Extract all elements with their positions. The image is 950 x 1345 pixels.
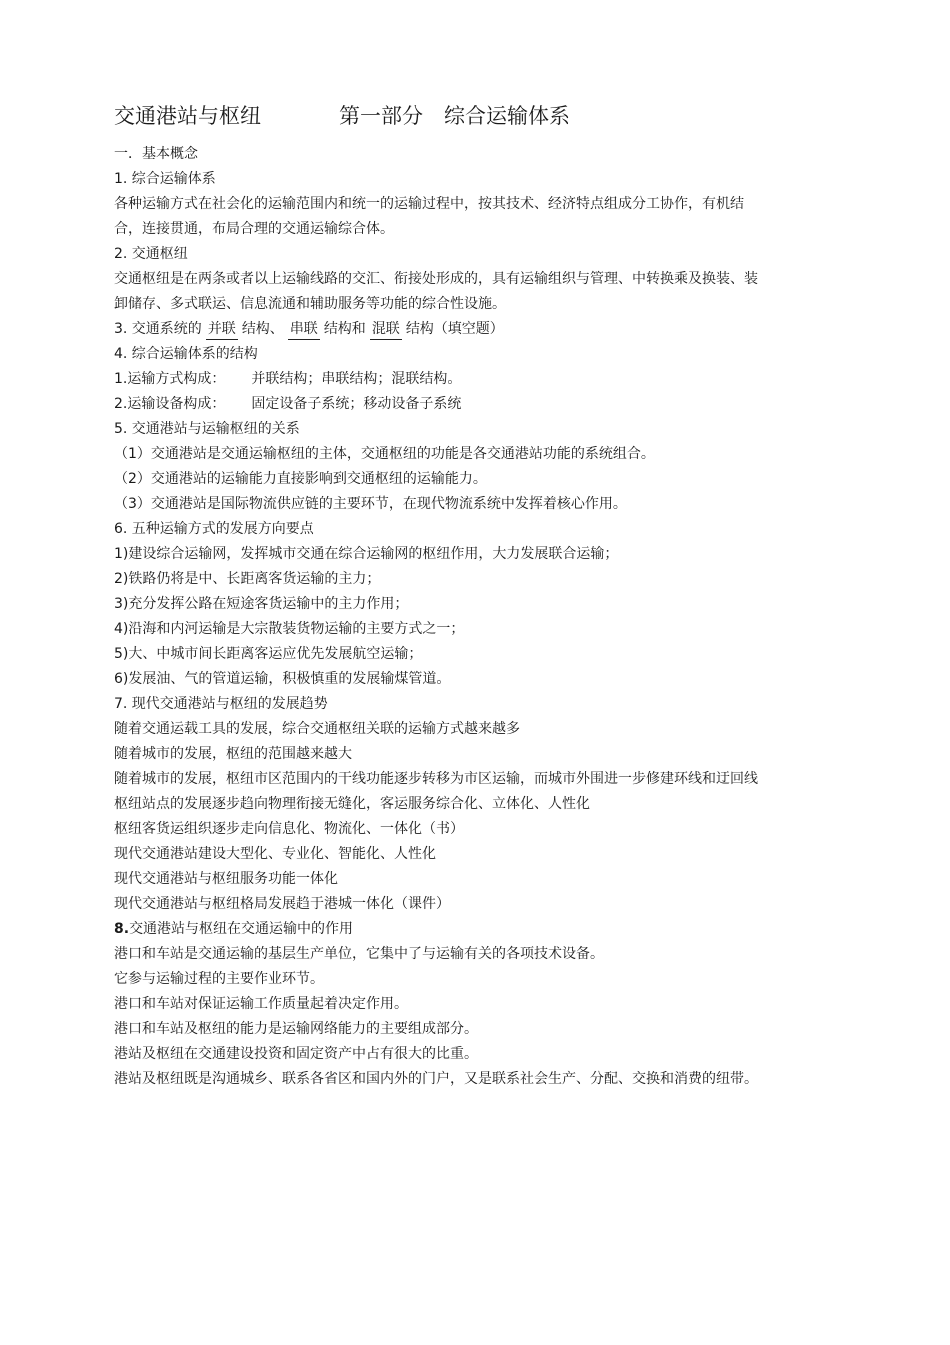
structure-row-1-value: 并联结构；串联结构；混联结构。 (251, 371, 462, 387)
list-item: 枢纽客货运组织逐步走向信息化、物流化、一体化（书） (114, 821, 464, 837)
course-title: 交通港站与枢纽 (114, 104, 261, 128)
list-item: 随着城市的发展，枢纽的范围越来越大 (114, 746, 352, 762)
part-title: 第一部分 综合运输体系 (339, 104, 570, 128)
heading-3-text-2: 结构和 (323, 321, 366, 337)
list-item: 3)充分发挥公路在短途客货运输中的主力作用； (114, 596, 409, 612)
heading-3-text-3: 结构（填空题） (405, 321, 504, 337)
paragraph-2: 交通枢纽是在两条或者以上运输线路的交汇、衔接处形成的，具有运输组织与管理、中转换乘及换装、装卸储存、多式联运、信息流通和辅助服务等功能的综合性设施。 (114, 271, 758, 312)
list-item: （2）交通港站的运输能力直接影响到交通枢纽的运输能力。 (114, 471, 487, 487)
list-item: 港口和车站对保证运输工作质量起着决定作用。 (114, 996, 408, 1012)
list-item: 随着交通运载工具的发展，综合交通枢纽关联的运输方式越来越多 (114, 721, 520, 737)
list-item: （1）交通港站是交通运输枢纽的主体，交通枢纽的功能是各交通港站功能的系统组合。 (114, 446, 655, 462)
list-item: 港口和车站及枢纽的能力是运输网络能力的主要组成部分。 (114, 1021, 478, 1037)
section-heading: 一．基本概念 (114, 146, 198, 162)
heading-2: 2. 交通枢纽 (114, 246, 188, 262)
list-item: 枢纽站点的发展逐步趋向物理衔接无缝化，客运服务综合化、立体化、人性化 (114, 796, 590, 812)
structure-row-2-value: 固定设备子系统；移动设备子系统 (251, 396, 462, 412)
list-item: 现代交通港站与枢纽服务功能一体化 (114, 871, 338, 887)
blank-answer-3: 混联 (370, 320, 402, 340)
list-item: 4)沿海和内河运输是大宗散装货物运输的主要方式之一； (114, 621, 465, 637)
list-item: 现代交通港站建设大型化、专业化、智能化、人性化 (114, 846, 436, 862)
heading-3-text-1: 结构、 (241, 321, 284, 337)
document-title (114, 100, 764, 132)
structure-row-1-label: 1.运输方式构成： (114, 371, 226, 387)
list-item: 港口和车站是交通运输的基层生产单位，它集中了与运输有关的各项技术设备。 (114, 946, 604, 962)
list-item: 随着城市的发展，枢纽市区范围内的干线功能逐步转移为市区运输，而城市外围进一步修建环线和迂回线 (114, 771, 758, 787)
list-item: （3）交通港站是国际物流供应链的主要环节，在现代物流系统中发挥着核心作用。 (114, 496, 627, 512)
heading-5: 5. 交通港站与运输枢纽的关系 (114, 421, 300, 437)
list-item: 现代交通港站与枢纽格局发展趋于港城一体化（课件） (114, 896, 450, 912)
document-body (114, 100, 764, 1092)
paragraph-1: 各种运输方式在社会化的运输范围内和统一的运输过程中，按其技术、经济特点组成分工协作，有机结合，连接贯通，布局合理的交通运输综合体。 (114, 196, 744, 237)
list-item: 港站及枢纽在交通建设投资和固定资产中占有很大的比重。 (114, 1046, 478, 1062)
blank-answer-2: 串联 (288, 320, 320, 340)
heading-8 (114, 917, 764, 942)
heading-3 (114, 317, 764, 342)
list-item: 1)建设综合运输网，发挥城市交通在综合运输网的枢纽作用，大力发展联合运输； (114, 546, 619, 562)
heading-3-prefix: 3. 交通系统的 (114, 321, 202, 337)
heading-7: 7. 现代交通港站与枢纽的发展趋势 (114, 696, 328, 712)
heading-1: 1. 综合运输体系 (114, 171, 216, 187)
structure-row-1 (114, 367, 764, 392)
blank-answer-1: 并联 (206, 320, 238, 340)
structure-row-2-label: 2.运输设备构成： (114, 396, 226, 412)
heading-4: 4. 综合运输体系的结构 (114, 346, 258, 362)
heading-8-number: 8. (114, 921, 130, 937)
list-item: 6)发展油、气的管道运输，积极慎重的发展输煤管道。 (114, 671, 451, 687)
heading-8-text: 交通港站与枢纽在交通运输中的作用 (129, 921, 354, 937)
list-item: 它参与运输过程的主要作业环节。 (114, 971, 324, 987)
structure-row-2 (114, 392, 764, 417)
list-item: 5)大、中城市间长距离客运应优先发展航空运输； (114, 646, 423, 662)
list-item: 2)铁路仍将是中、长距离客货运输的主力； (114, 571, 381, 587)
list-item: 港站及枢纽既是沟通城乡、联系各省区和国内外的门户，又是联系社会生产、分配、交换和消费的纽带。 (114, 1071, 758, 1087)
heading-6: 6. 五种运输方式的发展方向要点 (114, 521, 314, 537)
